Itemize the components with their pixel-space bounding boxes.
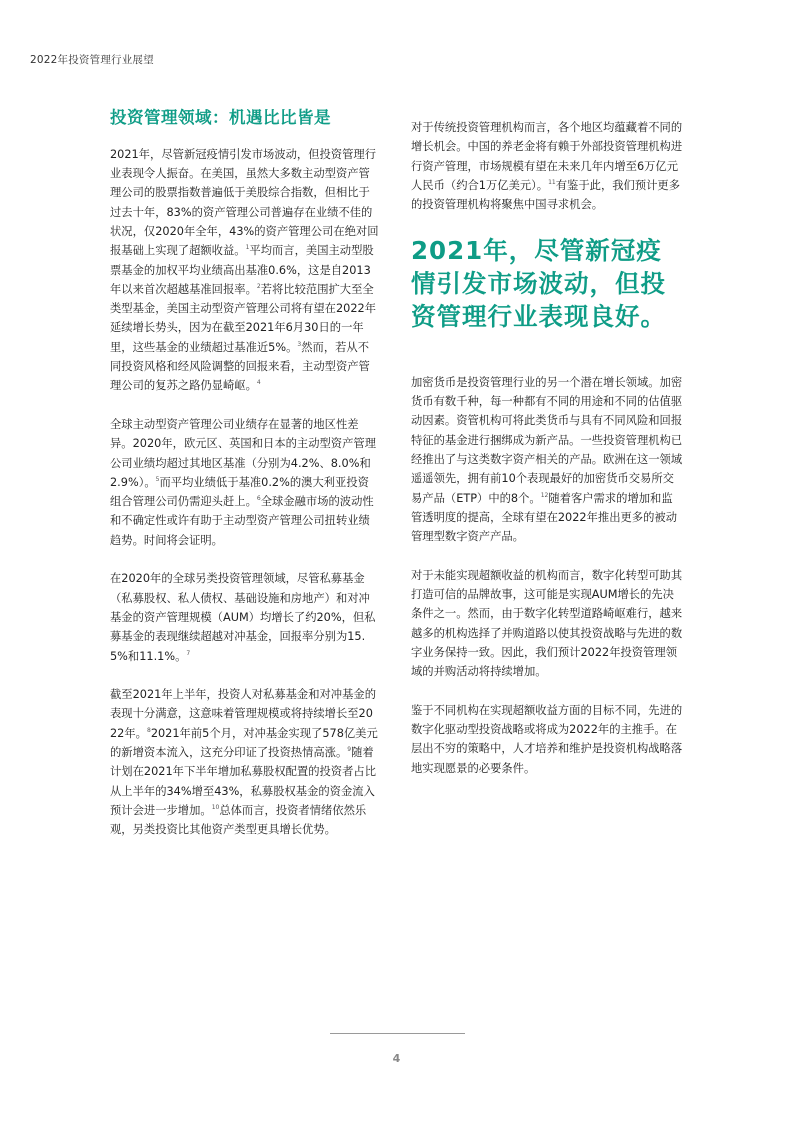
footnote-ref: 7: [186, 649, 191, 657]
paragraph-text: 对于未能实现超额收益的机构而言，数字化转型可助其打造可信的品牌故事，这可能是实现AUM增长的先决条件之一。然而，由于数字化转型道路崎岖难行，越来越多的机构选择了并购道路以使其投资战略与先进的数字业务保持一致。因此，我们预计2022年投资管理领域的并购活动将持续增加。: [411, 568, 683, 679]
footnote-ref: 6: [256, 495, 261, 503]
footnote-ref: 10: [211, 804, 220, 812]
body-paragraph: [411, 566, 683, 682]
section-title: 投资管理领域：机遇比比皆是: [110, 108, 331, 127]
right-column: [411, 118, 683, 797]
body-paragraph: [110, 685, 380, 839]
paragraph-text: 总体而言，投资者情绪依然乐观，另类投资比其他资产类型更具增长优势。: [110, 803, 367, 837]
paragraph-text: 对于传统投资管理机构而言，各个地区均蕴藏着不同的增长机会。中国的养老金将有赖于外部投资管理机构进行资产管理，市场规模有望在未来几年内增至6万亿元人民币（约合1万亿美元）。: [411, 121, 683, 192]
left-column: [110, 108, 380, 859]
paragraph-text: 全球金融市场的波动性和不确定性或许有助于主动型资产管理公司扭转业绩趋势。时间将会证明。: [110, 495, 374, 547]
paragraph-text: 平均而言，美国主动型股票基金的加权平均业绩高出基准0.6%，这是自2013年以来首次超越基准回报率。: [110, 244, 374, 296]
footnote-ref: 12: [540, 491, 549, 499]
pull-quote: 2021年，尽管新冠疫情引发市场波动，但投资管理行业表现良好。: [411, 235, 666, 331]
paragraph-text: 截至2021年上半年，投资人对私募基金和对冲基金的表现十分满意，这意味着管理规模或将持续增长至2022年。: [110, 688, 376, 740]
paragraph-text: 全球主动型资产管理公司业绩存在显著的地区性差异。2020年，欧元区、英国和日本的主动型资产管理公司业绩均超过其地区基准（分别为4.2%、8.0%和2.9%）。: [110, 417, 376, 489]
body-paragraph: [110, 569, 380, 665]
footnote-ref: 1: [245, 244, 250, 252]
footnote-ref: 3: [297, 341, 302, 348]
body-paragraph: [411, 701, 683, 778]
paragraph-text: 然而，若从不同投资风格和经风险调整的回报来看，主动型资产管理公司的复苏之路仍显崎岖。: [110, 340, 370, 393]
right-paragraphs: [411, 373, 683, 778]
footnote-ref: 9: [347, 746, 352, 754]
body-paragraph: [110, 145, 380, 396]
footnote-ref: 5: [155, 476, 160, 484]
paragraph-text: 2021年前5个月，对冲基金实现了578亿美元的新增资本流入，这充分印证了投资热情高涨。: [110, 726, 378, 759]
intro-paragraph: [411, 118, 683, 214]
paragraph-text: 加密货币是投资管理行业的另一个潜在增长领域。加密货币有数千种，每一种都有不同的用途和不同的估值驱动因素。资管机构可将此类货币与具有不同风险和回报特征的基金进行捆绑成为新产品。一些投资管理机构已经推出了与这类数字资产相关的产品。欧洲在这一领域遥遥领先，拥有前10个表现最好的加密货币交易所交易产品（ETP）中的8个。: [411, 375, 683, 505]
footnote-ref: 8: [146, 726, 151, 734]
footnote-ref: 11: [548, 179, 556, 187]
paragraph-text: 2021年，尽管新冠疫情引发市场波动，但投资管理行业表现令人振奋。在美国，虽然大多数主动型资产管理公司的股票指数普遍低于美股综合指数，但相比于过去十年，83%的资产管理公司普遍存在业绩不佳的状况，仅2020年全年，43%的资产管理公司在绝对回报基础上实现了超额收益。: [110, 147, 379, 258]
footer-divider: [330, 1033, 465, 1034]
running-header: 2022年投资管理行业展望: [30, 54, 154, 66]
left-paragraphs: [110, 145, 380, 840]
paragraph-text: 而平均业绩低于基准0.2%的澳大利亚投资组合管理公司仍需迎头赶上。: [110, 475, 369, 509]
body-paragraph: [411, 373, 683, 547]
paragraph-text: 随着计划在2021年下半年增加私募股权配置的投资者占比从上半年的34%增至43%，私募股权基金的资金流入预计会进一步增加。: [110, 746, 376, 817]
paragraph-text: 若将比较范围扩大至全类型基金，美国主动型资产管理公司将有望在2022年延续增长势头，因为在截至2021年6月30日的一年里，这些基金的业绩超过基准近5%。: [110, 282, 376, 354]
footnote-ref: 4: [256, 379, 261, 387]
paragraph-text: 在2020年的全球另类投资管理领域，尽管私募基金（私募股权、私人债权、基础设施和房地产）和对冲基金的资产管理规模（AUM）均增长了约20%，但私募基金的表现继续超越对冲基金，回报率分别为15.5%和11.1%。: [110, 572, 376, 663]
paragraph-text: 随着客户需求的增加和监管透明度的提高，全球有望在2022年推出更多的被动管理型数字资产产品。: [411, 491, 677, 544]
footnote-ref: 2: [256, 283, 261, 291]
page-number: 4: [392, 1052, 401, 1065]
paragraph-text: 有鉴于此，我们预计更多的投资管理机构将聚焦中国寻求机会。: [411, 178, 681, 212]
body-paragraph: [110, 415, 380, 550]
paragraph-text: 鉴于不同机构在实现超额收益方面的目标不同，先进的数字化驱动型投资战略或将成为2022年的主推手。在层出不穷的策略中，人才培养和维护是投资机构战略落地实现愿景的必要条件。: [411, 703, 683, 775]
